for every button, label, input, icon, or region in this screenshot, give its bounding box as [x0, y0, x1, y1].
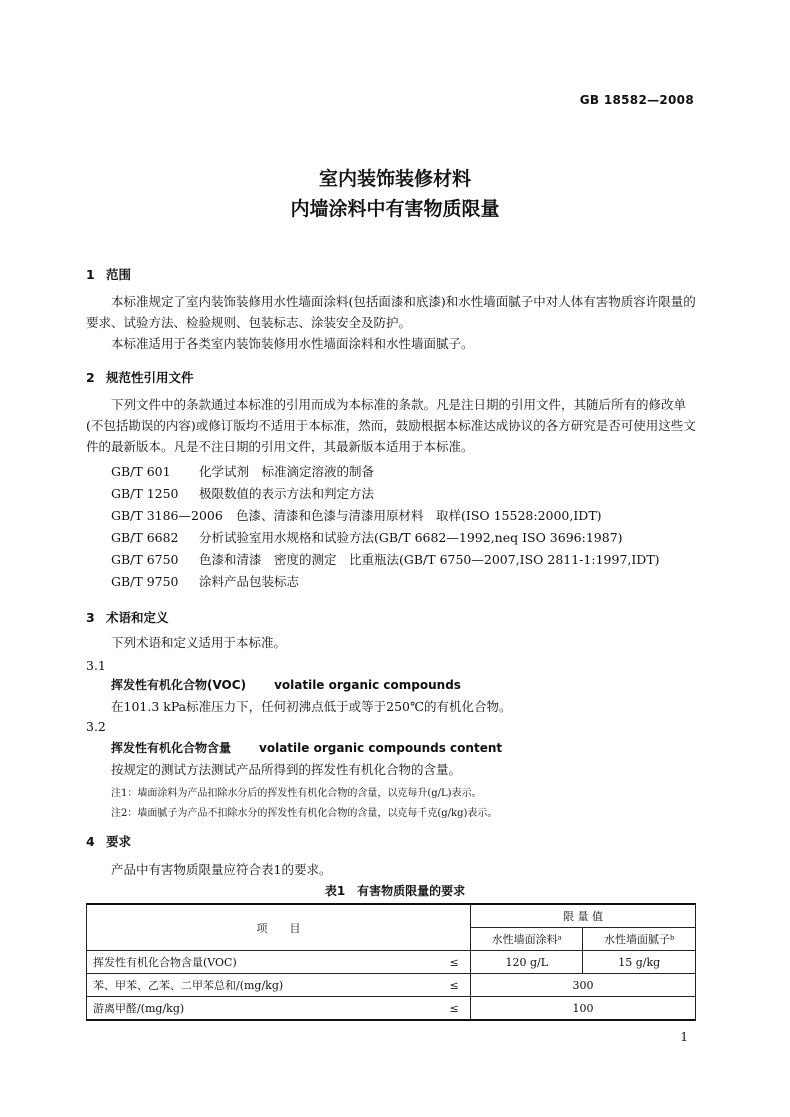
term-english: volatile organic compounds content [259, 741, 503, 755]
section-1-heading [86, 265, 131, 283]
reference-title: 涂料产品包装标志 [199, 574, 300, 589]
row-merged-value: 300 [471, 974, 696, 997]
reference-code: GB/T 9750 [111, 574, 179, 589]
term-definition: 在101.3 kPa标准压力下，任何初沸点低于或等于250℃的有机化合物。 [111, 699, 512, 714]
table-caption: 表1 有害物质限量的要求 [324, 884, 466, 898]
term-chinese: 挥发性有机化合物(VOC) [111, 678, 247, 692]
header-putty: 水性墙面腻子ᵇ [583, 928, 696, 951]
document-title-line2: 内墙涂料中有害物质限量 [290, 198, 500, 220]
section-title: 范围 [106, 267, 132, 282]
section-title: 术语和定义 [106, 610, 169, 625]
term-chinese: 挥发性有机化合物含量 [111, 741, 232, 755]
term-heading [111, 739, 502, 756]
section-1-paragraph-2: 本标准适用于各类室内装饰装修用水性墙面涂料和水性墙面腻子。 [111, 336, 474, 351]
reference-title: 色漆和清漆 密度的测定 比重瓶法(GB/T 6750—2007,ISO 2811-1:1997,IDT) [199, 552, 660, 567]
section-number: 4 [86, 834, 95, 849]
reference-title: 色漆、清漆和色漆与清漆用原材料 取样(ISO 15528:2000,IDT) [236, 508, 602, 523]
reference-item [111, 462, 374, 480]
row-item: 挥发性有机化合物含量(VOC) [87, 951, 439, 974]
reference-code: GB/T 3186—2006 [111, 508, 223, 523]
reference-title: 分析试验室用水规格和试验方法(GB/T 6682—1992,neq ISO 3696:1987) [199, 530, 623, 545]
section-3-paragraph-1: 下列术语和定义适用于本标准。 [111, 635, 287, 650]
reference-item [111, 484, 374, 502]
page-number: 1 [680, 1030, 688, 1044]
header-coating: 水性墙面涂料ᵃ [471, 928, 583, 951]
row-operator: ≤ [438, 997, 471, 1021]
term-definition: 按规定的测试方法测试产品所得到的挥发性有机化合物的含量。 [111, 762, 462, 777]
header-item: 项 目 [87, 904, 471, 951]
table-row [87, 997, 696, 1021]
row-operator: ≤ [438, 974, 471, 997]
row-coating-value: 120 g/L [471, 951, 583, 974]
standard-number: GB 18582—2008 [579, 93, 694, 107]
row-merged-value: 100 [471, 997, 696, 1021]
reference-item [111, 550, 660, 568]
reference-item [111, 506, 602, 524]
section-number: 3 [86, 610, 95, 625]
row-putty-value: 15 g/kg [583, 951, 696, 974]
reference-item [111, 528, 623, 546]
note-1: 注1：墙面涂料为产品扣除水分后的挥发性有机化合物的含量，以克每升(g/L)表示。 [111, 788, 482, 799]
reference-item [111, 572, 299, 590]
reference-code: GB/T 1250 [111, 486, 179, 501]
section-title: 要求 [106, 834, 132, 849]
section-2-paragraph-1: 下列文件中的条款通过本标准的引用而成为本标准的条款。凡是注日期的引用文件，其随后所有的修改单(不包括勘误的内容)或修订版均不适用于本标准，然而，鼓励根据本标准达成协议的各方研究是否可使用这些文件的最新版本。凡是不注日期的引用文件，其最新版本适用于本标准。 [86, 397, 696, 454]
row-operator: ≤ [438, 951, 471, 974]
section-title: 规范性引用文件 [106, 370, 194, 385]
requirements-table [86, 903, 696, 1021]
note-2: 注2：墙面腻子为产品不扣除水分的挥发性有机化合物的含量，以克每千克(g/kg)表示。 [111, 808, 498, 819]
term-english: volatile organic compounds [274, 678, 461, 692]
reference-code: GB/T 6750 [111, 552, 179, 567]
reference-title: 极限数值的表示方法和判定方法 [199, 486, 375, 501]
section-4-heading [86, 832, 131, 850]
term-number: 3.1 [86, 658, 106, 673]
term-number: 3.2 [86, 719, 106, 734]
section-4-paragraph-1: 产品中有害物质限量应符合表1的要求。 [111, 862, 332, 877]
table-row [87, 951, 696, 974]
table-row [87, 974, 696, 997]
section-number: 2 [86, 370, 95, 385]
reference-code: GB/T 6682 [111, 530, 179, 545]
row-item: 游离甲醛/(mg/kg) [87, 997, 439, 1021]
header-limit: 限 量 值 [471, 904, 696, 928]
reference-title: 化学试剂 标准滴定溶液的制备 [199, 464, 375, 479]
reference-code: GB/T 601 [111, 464, 171, 479]
row-item: 苯、甲苯、乙苯、二甲苯总和/(mg/kg) [87, 974, 439, 997]
section-3-heading [86, 608, 169, 626]
section-1-paragraph-1: 本标准规定了室内装饰装修用水性墙面涂料(包括面漆和底漆)和水性墙面腻子中对人体有害物质容许限量的要求、试验方法、检验规则、包装标志、涂装安全及防护。 [86, 294, 696, 330]
document-title-line1: 室内装饰装修材料 [318, 168, 471, 190]
term-heading [111, 676, 461, 693]
table-header-row [87, 904, 696, 928]
section-2-heading [86, 368, 194, 386]
section-number: 1 [86, 267, 95, 282]
